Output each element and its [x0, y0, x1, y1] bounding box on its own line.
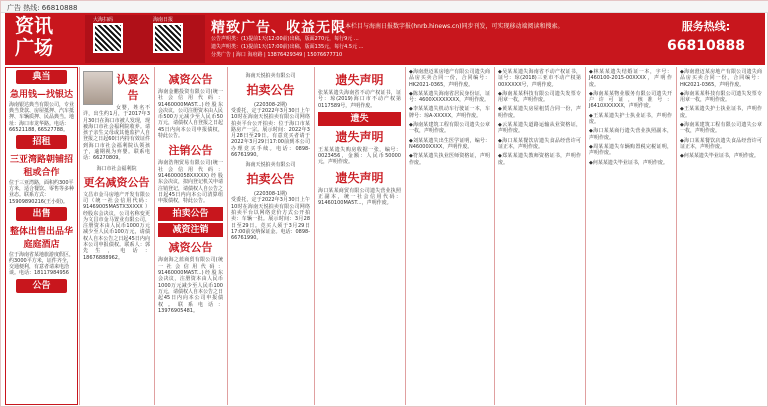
category-sidebar: [5, 67, 78, 405]
list-item: ◆海南某某物业服务有限公司遗失开户许可证，核准号：J6410XXXXXX，声明作废。: [589, 90, 672, 110]
list-item: ◆吴某某遗失海南省不动产权证书，证号：琼(2018)三亚市不动产权第00XXXXX号，声明作废。: [498, 69, 581, 88]
list-item: ◆王某某遗失护士执业证书，声明作废。: [589, 112, 672, 126]
notice-publisher: 海南天悦拍卖有限公司: [245, 73, 296, 79]
notice-code: (220308-2期): [254, 102, 287, 108]
slogan-sub: 本栏目与海南日报数字报(hnrb.hinews.cn)同步刊发，可实现移动端阅读和搜索。: [345, 23, 564, 30]
qr-code-icon: [93, 23, 123, 53]
category-tag: 出售: [16, 207, 67, 221]
qr2-label: 海南日报: [153, 17, 174, 23]
notice-heading: 遗失声明: [335, 129, 384, 144]
notice-body: 王某某遗失购房收据一张，编号：0023456，金额：人民币50000元，声明作废。: [318, 146, 401, 166]
notice-body: 海口某某商贸有限公司遗失营业执照正副本，统一社会信用代码：91460100MA5T...，声明作废。: [318, 187, 401, 207]
masthead: [5, 13, 765, 65]
list-item: ◆云某某遗失道路运输从业资格证，声明作废。: [498, 122, 581, 135]
hotline-number: 66810888: [667, 38, 745, 54]
notice-heading: 拍卖公告: [246, 172, 295, 187]
notice-body: 海南海之蓝商贸有限公司(统一社会信用代码：91460000MA5T...)经股东会决议，注册资本由人民币1000万元减少至人民币100万元，请债权人自本公告之日起45日内向本公司申报债权。联系电话：13976905481。: [158, 257, 224, 314]
list-item: ◆海南某建筑工程有限公司遗失公章一枚，声明作废。: [680, 122, 762, 135]
qr-code-icon: [153, 23, 183, 53]
notice-heading: 注销公告: [168, 144, 213, 158]
ad-text: 海南银达典当有限公司，专业典当贷款、房屋抵押、汽车抵押、车辆质押、民品典当。地址：海口市龙华路。电话：66521188, 66527788。: [9, 102, 75, 133]
list-item: ◆王某某遗失护士执业证书，声明作废。: [680, 106, 762, 119]
notice-heading: 遗失声明: [335, 73, 384, 87]
section-logo: [7, 15, 81, 63]
logo-bottom: 广场: [15, 37, 54, 59]
category-band: 遗失: [318, 112, 401, 126]
notice-heading: 减资公告: [168, 241, 213, 255]
hotline: [651, 15, 761, 63]
notice-heading: 更名减资公告: [83, 175, 150, 189]
notice-heading: 减资公告: [168, 73, 213, 86]
hotline-label: 服务热线:: [681, 20, 731, 33]
list-item: ◆何某某遗失毕业证书，声明作废。: [589, 159, 668, 166]
notice-publisher: 海口市社会福利院: [96, 165, 137, 172]
ad-text: 位于三亚湾路，面积约300平方米，适合餐饮、零售等多种业态。联系方式：15909890216(王小姐)。: [9, 180, 75, 205]
ad-text: 位于海南省某地旅游度假区，约3000平方米，证件齐全，交通便利，有意者请来电洽谈。电话：18117984956: [9, 251, 75, 277]
column-1: [79, 67, 153, 405]
notice-body: 受委托，定于2022年3月30日上午10时在海南天悦拍卖有限公司网络拍卖平台以网络竞价方式公开拍卖：车辆一批。展示时间：3月28日至29日。竞买人须于3月29日17:00前交纳保证金。电话：0898-66761990。: [231, 197, 310, 242]
list-item: ◆符某某遗失执业医师资格证，声明作废。: [409, 153, 490, 166]
list-item: ◆何某某遗失毕业证书，声明作废。: [680, 153, 759, 160]
list-item: ◆林某某遗失结婚证一本，字号：J460100-2015-00XXXX，声明作废。: [589, 69, 672, 88]
column-5: [405, 67, 493, 405]
category-tag: 公告: [16, 279, 67, 293]
column-4: [314, 67, 404, 405]
list-item: ◆海南澄迈某房地产有限公司遗失商品房买卖合同一份，合同编号：HK2021-0365，声明作废。: [680, 69, 762, 88]
ad-title: 三亚湾路朝铺招租或合作: [9, 155, 73, 179]
notice-code: (220308-1期): [254, 191, 287, 198]
notice-heading: 遗失声明: [335, 170, 384, 185]
qr1-label: 大海扫码: [93, 17, 114, 23]
list-item: ◆郑某某遗失教师资格证书，声明作废。: [498, 153, 581, 166]
baby-photo: [83, 71, 113, 105]
column-7: [585, 67, 675, 405]
category-band: 拍卖公告: [158, 207, 223, 221]
notice-heading: 拍卖公告: [246, 83, 295, 97]
notice-body: 文昌市金马房地产开发有限公司（统一社会信用代码：91469005MA5TX3XXXX）经股东会决议，公司名称变更为文昌市金马置业有限公司，注册资本由人民币1000万元减少至人民币100万元，请债权人自本公告之日起45日内向本公司申报债权。联系人：郭先生，电话：18676888962。: [83, 191, 150, 261]
qr-block: [85, 15, 205, 63]
notice-body: 受委托，定于2022年3月30日上午10时在海南天悦拍卖有限公司网络拍卖平台公开拍卖：位于海口市某路房产一宗。展示时间：2022年3月28日至29日。有意竞买者请于2022年3月29日17:00前到本公司办理竞买手续。电话：0898-66761990。: [231, 108, 310, 159]
list-item: ◆海南某建筑工程有限公司遗失公章一枚，声明作废。: [409, 122, 490, 135]
list-item: ◆陈某某遗失海南省居民身份证，证号：4600XXXXXXXX，声明作废。: [409, 90, 490, 104]
category-tag: 典当: [16, 70, 67, 84]
rate-line: 公告声明类：(1)提前1天(12:00前)出稿，版面270元，每行9元 ...: [211, 36, 359, 42]
top-strip: [1, 1, 768, 13]
notice-body: 海南金鹏投资有限公司(统一社会信用代码：91460000MA5T...)经股东会决议，公司注册资本由人民币500万元减少至人民币50万元，请债权人自登报之日起45日内向本公司申报债权，特此公告。: [158, 89, 224, 140]
column-2: [154, 67, 226, 405]
ad-title: 整体出售出品华庭庭酒店: [9, 226, 73, 250]
list-item: ◆黄某某遗失房屋租赁合同一份，声明作废。: [498, 106, 581, 119]
rate-line: 遗失声明类：(1)提前1天(17:00前)出稿，版面135元，每行4.5元 ...: [211, 44, 364, 50]
column-8: [676, 67, 765, 405]
notice-body: 女婴，姓名不详，出生约1月，于2017年3月30日在海口市被人发现，现被海口市社会福利院收养。请孩子亲生父母或其他监护人自登报之日起60日内持有效证件到海口市社会福利院认领孩子，逾期视为弃婴。联系电话：66270809。: [83, 105, 150, 162]
hotline-topbar: 广告 热线: 66810888: [7, 4, 78, 12]
notice-body: 海南浩翔贸易有限公司(统一社会信用代码：9146000058XXXXX)经股东会决议，拟向登记机关申请注销登记，请债权人自公告之日起45日内向本公司清算组申报债权，特此公告。: [158, 160, 224, 205]
category-band: 减资注销: [158, 223, 223, 237]
category-tag: 招租: [16, 135, 67, 149]
list-item: ◆海口某某餐饮店遗失食品经营许可证正本，声明作废。: [498, 137, 581, 150]
list-item: ◆海南某某科技有限公司遗失发票专用章一枚，声明作废。: [680, 90, 762, 104]
list-item: ◆海南澄迈某房地产有限公司遗失商品房买卖合同一份，合同编号：HK2021-0365，声明作废。: [409, 69, 490, 88]
notice-publisher: 海南天悦拍卖有限公司: [245, 162, 296, 169]
list-item: ◆海口某某商行遗失营业执照副本，声明作废。: [589, 128, 672, 141]
column-3: [227, 67, 313, 405]
list-item: ◆周某某遗失车辆购置税完税证明，声明作废。: [589, 143, 672, 157]
notice-body: 张某某遗失海南省不动产权证书，证号：琼(2019)海口市不动产权第0117589号，声明作废。: [318, 90, 401, 109]
ad-title: 急用钱—找银达: [9, 90, 73, 100]
list-item: ◆海口某某餐饮店遗失食品经营许可证正本，声明作废。: [680, 137, 762, 150]
slogan: 精致广告、收益无限: [211, 20, 346, 36]
logo-top: 资讯: [15, 15, 54, 37]
list-item: ◆海南某某科技有限公司遗失发票专用章一枚，声明作废。: [498, 90, 581, 104]
notice-heading: 认婴公告: [116, 73, 150, 102]
list-item: ◆刘某某遗失出生医学证明，编号：N46000XXXX，声明作废。: [409, 137, 490, 150]
rate-line: 分类广告 | 海口 海府路 | 13876429349 | 15076677710: [211, 52, 343, 58]
rate-info: [211, 35, 651, 61]
column-6: [494, 67, 584, 405]
list-item: ◆李某某遗失机动车行驶证一本，车牌号：琼A·XXXXX，声明作废。: [409, 106, 490, 119]
